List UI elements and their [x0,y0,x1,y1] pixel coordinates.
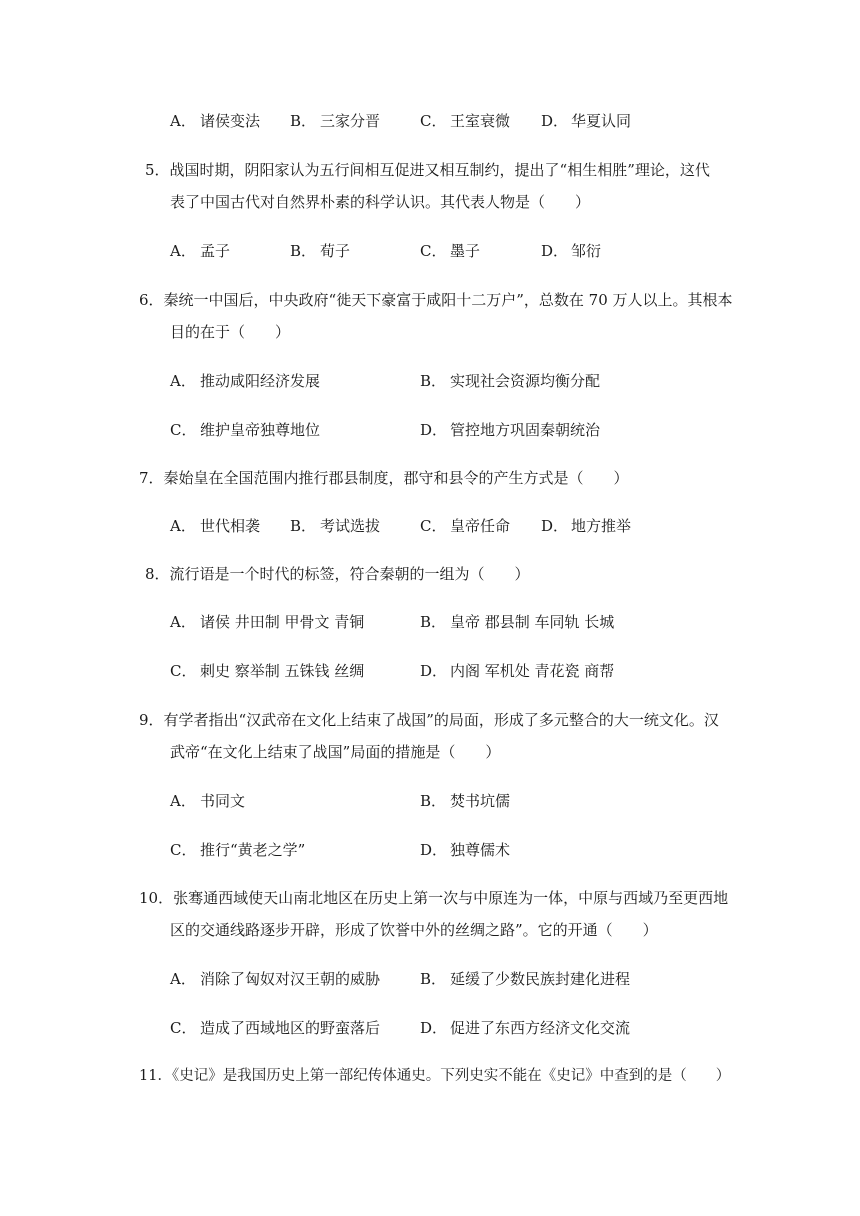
q5-option-b[interactable]: B． 荀子 [290,242,351,260]
q5-stem-line1: 5．战国时期，阴阳家认为五行间相互促进又相互制约，提出了“相生相胜”理论，这代 [145,161,710,179]
q6-option-c[interactable]: C． 维护皇帝独尊地位 [170,421,321,439]
q8-option-a[interactable]: A． 诸侯 井田制 甲骨文 青铜 [170,613,365,631]
q9-option-b[interactable]: B． 焚书坑儒 [420,792,511,810]
q7-option-b[interactable]: B． 考试选拔 [290,517,381,535]
q5-option-d[interactable]: D． 邹衍 [541,242,602,260]
q9-option-c[interactable]: C． 推行“黄老之学” [170,841,306,859]
q8-option-b[interactable]: B． 皇帝 郡县制 车同轨 长城 [420,613,615,631]
q11-stem-line1: 11．《史记》是我国历史上第一部纪传体通史。下列史实不能在《史记》中查到的是（ ） [139,1068,731,1084]
q6-option-d[interactable]: D． 管控地方巩固秦朝统治 [420,421,601,439]
q9-stem-line1: 9．有学者指出“汉武帝在文化上结束了战国”的局面，形成了多元整合的大一统文化。汉 [139,711,719,729]
q7-stem-line1: 7．秦始皇在全国范围内推行郡县制度，郡守和县令的产生方式是（ ） [139,469,629,487]
q6-stem-line1: 6．秦统一中国后，中央政府“徙天下豪富于咸阳十二万户”，总数在 70 万人以上。其根本 [139,291,733,309]
q4-option-a[interactable]: A． 诸侯变法 [170,112,261,130]
q8-option-c[interactable]: C． 刺史 察举制 五铢钱 丝绸 [170,662,365,680]
q8-stem-line1: 8．流行语是一个时代的标签，符合秦朝的一组为（ ） [145,565,530,583]
q6-stem-line2: 目的在于（ ） [170,323,291,341]
q5-option-a[interactable]: A． 孟子 [170,242,231,260]
q9-option-d[interactable]: D． 独尊儒术 [420,841,511,859]
q9-stem-line2: 武帝“在文化上结束了战国”局面的措施是（ ） [170,743,501,761]
q4-option-d[interactable]: D． 华夏认同 [541,112,632,130]
q7-option-c[interactable]: C． 皇帝任命 [420,517,511,535]
q6-option-a[interactable]: A． 推动咸阳经济发展 [170,372,321,390]
q7-option-d[interactable]: D． 地方推举 [541,517,632,535]
q10-option-d[interactable]: D． 促进了东西方经济文化交流 [420,1019,631,1037]
q10-option-c[interactable]: C． 造成了西域地区的野蛮落后 [170,1019,381,1037]
q10-option-b[interactable]: B． 延缓了少数民族封建化进程 [420,970,631,988]
q10-stem-line1: 10．张骞通西域使天山南北地区在历史上第一次与中原连为一体，中原与西域乃至更西地 [139,889,729,907]
q5-stem-line2: 表了中国古代对自然界朴素的科学认识。其代表人物是（ ） [170,193,591,211]
q5-option-c[interactable]: C． 墨子 [420,242,481,260]
q7-option-a[interactable]: A． 世代相袭 [170,517,261,535]
q9-option-a[interactable]: A． 书同文 [170,792,246,810]
q4-option-c[interactable]: C． 王室衰微 [420,112,511,130]
q8-option-d[interactable]: D． 内阁 军机处 青花瓷 商帮 [420,662,615,680]
q10-stem-line2: 区的交通线路逐步开辟，形成了饮誉中外的丝绸之路”。它的开通（ ） [170,921,658,939]
q6-option-b[interactable]: B． 实现社会资源均衡分配 [420,372,601,390]
q4-option-b[interactable]: B． 三家分晋 [290,112,381,130]
q10-option-a[interactable]: A． 消除了匈奴对汉王朝的威胁 [170,970,381,988]
